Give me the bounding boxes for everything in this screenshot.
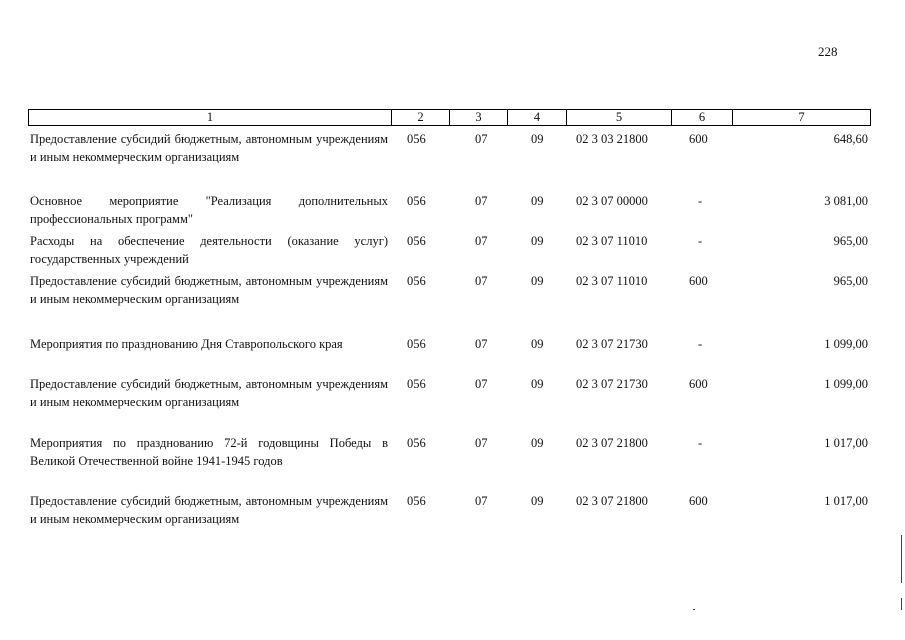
row-col-5: 02 3 07 00000 xyxy=(576,194,648,208)
row-col-3: 07 xyxy=(475,194,488,208)
header-col-1: 1 xyxy=(206,110,214,124)
scan-artifact-line xyxy=(901,535,902,583)
row-col-4: 09 xyxy=(531,494,544,508)
scan-artifact-line xyxy=(901,598,902,610)
row-col-6: 600 xyxy=(689,377,708,391)
row-col-6: 600 xyxy=(689,274,708,288)
row-col-2: 056 xyxy=(407,194,426,208)
row-col-2: 056 xyxy=(407,132,426,146)
row-col-5: 02 3 07 21800 xyxy=(576,494,648,508)
row-col-5: 02 3 03 21800 xyxy=(576,132,648,146)
row-col-3: 07 xyxy=(475,377,488,391)
row-col-7: 3 081,00 xyxy=(824,194,868,208)
scan-artifact-dot xyxy=(693,609,695,610)
row-col-5: 02 3 07 11010 xyxy=(576,274,648,288)
row-name: Мероприятия по празднованию Дня Ставропольского края xyxy=(30,337,343,351)
row-col-4: 09 xyxy=(531,234,544,248)
row-col-6: - xyxy=(698,234,703,248)
row-col-2: 056 xyxy=(407,274,426,288)
row-col-3: 07 xyxy=(475,337,488,351)
row-col-7: 1 099,00 xyxy=(824,337,868,351)
row-name: Предоставление субсидий бюджетным, автономным учреждениям и иным некоммерческим организациям xyxy=(30,132,388,164)
row-col-7: 648,60 xyxy=(833,132,868,146)
header-col-3: 3 xyxy=(449,110,507,125)
row-name: Мероприятия по празднованию 72-й годовщины Победы в Великой Отечественной войне 1941-1945 годов xyxy=(30,436,388,468)
row-col-7: 965,00 xyxy=(833,274,868,288)
row-col-5: 02 3 07 11010 xyxy=(576,234,648,248)
row-col-5: 02 3 07 21800 xyxy=(576,436,648,450)
row-col-3: 07 xyxy=(475,494,488,508)
row-col-4: 09 xyxy=(531,436,544,450)
row-col-4: 09 xyxy=(531,274,544,288)
row-col-6: - xyxy=(698,337,703,351)
row-col-6: - xyxy=(698,436,703,450)
row-col-7: 1 017,00 xyxy=(824,436,868,450)
row-name: Предоставление субсидий бюджетным, автономным учреждениям и иным некоммерческим организациям xyxy=(30,494,388,526)
row-col-5: 02 3 07 21730 xyxy=(576,377,648,391)
header-col-6: 6 xyxy=(671,110,732,125)
row-col-4: 09 xyxy=(531,377,544,391)
row-col-2: 056 xyxy=(407,234,426,248)
row-col-3: 07 xyxy=(475,436,488,450)
row-name: Предоставление субсидий бюджетным, автономным учреждениям и иным некоммерческим организациям xyxy=(30,377,388,409)
row-col-2: 056 xyxy=(407,494,426,508)
row-col-4: 09 xyxy=(531,337,544,351)
row-name: Основное мероприятие "Реализация дополнительных профессиональных программ" xyxy=(30,194,388,226)
row-name: Расходы на обеспечение деятельности (оказание услуг) государственных учреждений xyxy=(30,234,388,266)
row-col-7: 1 017,00 xyxy=(824,494,868,508)
header-col-2: 2 xyxy=(391,110,449,125)
row-col-2: 056 xyxy=(407,377,426,391)
table-header xyxy=(28,109,871,126)
row-col-7: 1 099,00 xyxy=(824,377,868,391)
row-col-6: 600 xyxy=(689,132,708,146)
row-col-2: 056 xyxy=(407,337,426,351)
header-col-7: 7 xyxy=(732,110,870,125)
row-col-6: - xyxy=(698,194,703,208)
header-col-4: 4 xyxy=(507,110,566,125)
row-col-3: 07 xyxy=(475,234,488,248)
row-col-3: 07 xyxy=(475,132,488,146)
page-number: 228 xyxy=(818,44,838,59)
row-col-4: 09 xyxy=(531,132,544,146)
row-col-4: 09 xyxy=(531,194,544,208)
row-col-5: 02 3 07 21730 xyxy=(576,337,648,351)
row-col-7: 965,00 xyxy=(833,234,868,248)
row-col-2: 056 xyxy=(407,436,426,450)
row-col-3: 07 xyxy=(475,274,488,288)
row-name: Предоставление субсидий бюджетным, автономным учреждениям и иным некоммерческим организациям xyxy=(30,274,388,306)
header-col-5: 5 xyxy=(566,110,671,125)
row-col-6: 600 xyxy=(689,494,708,508)
